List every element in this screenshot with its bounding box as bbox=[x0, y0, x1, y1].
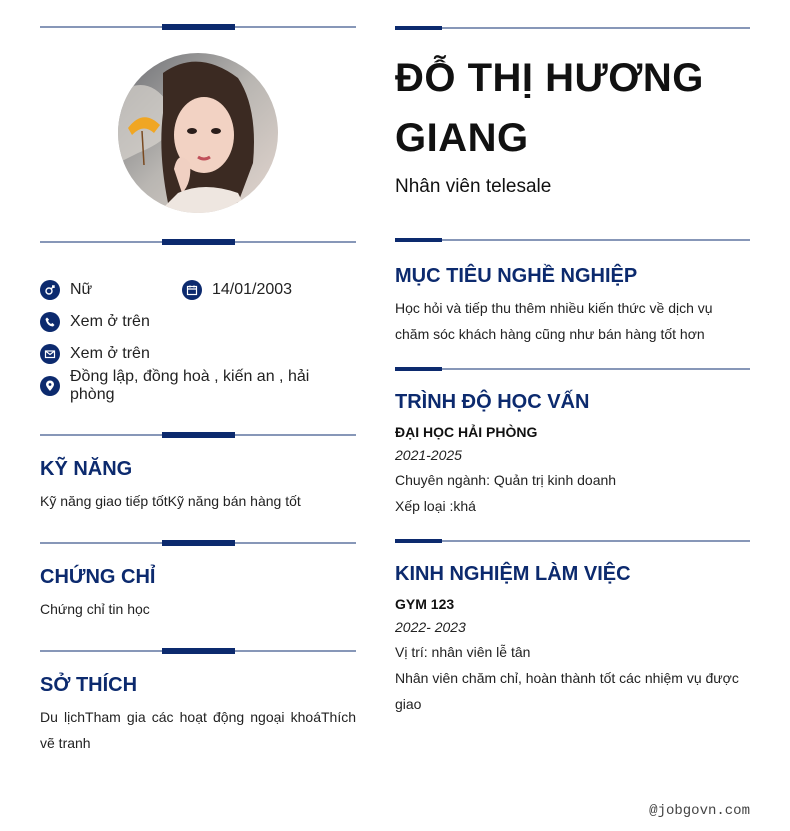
experience-title: KINH NGHIỆM LÀM VIỆC bbox=[395, 563, 631, 585]
address-row bbox=[40, 368, 356, 403]
skills-text: Kỹ năng giao tiếp tốtKỹ năng bán hàng tốt bbox=[40, 493, 301, 509]
divider bbox=[395, 539, 750, 543]
location-pin-icon bbox=[40, 376, 60, 396]
objective-title: MỤC TIÊU NGHỀ NGHIỆP bbox=[395, 265, 638, 287]
certificates-title: CHỨNG CHỈ bbox=[40, 566, 156, 588]
divider bbox=[40, 432, 356, 438]
full-name: ĐỖ THỊ HƯƠNG GIANG bbox=[395, 56, 704, 160]
avatar bbox=[118, 53, 278, 213]
divider bbox=[40, 540, 356, 546]
divider bbox=[40, 648, 356, 654]
education-major: Chuyên ngành: Quản trị kinh doanh bbox=[395, 472, 617, 488]
divider bbox=[395, 238, 750, 242]
education-period: 2021-2025 bbox=[395, 447, 462, 463]
job-title: Nhân viên telesale bbox=[395, 176, 552, 197]
education-title: TRÌNH ĐỘ HỌC VẤN bbox=[395, 391, 590, 413]
calendar-icon bbox=[182, 280, 202, 300]
email-value: Xem ở trên bbox=[70, 345, 150, 362]
email-row bbox=[40, 342, 150, 366]
education-grade: Xếp loại :khá bbox=[395, 498, 476, 514]
experience-description: Nhân viên chăm chỉ, hoàn thành tốt các nhiệm vụ được giao bbox=[395, 670, 739, 712]
experience-position: Vị trí: nhân viên lễ tân bbox=[395, 644, 531, 660]
gender-row bbox=[40, 278, 92, 302]
hobbies-title: SỞ THÍCH bbox=[40, 674, 138, 696]
hobbies-text: Du lịchTham gia các hoạt động ngoại khoáThích vẽ tranh bbox=[40, 709, 356, 751]
phone-value: Xem ở trên bbox=[70, 313, 150, 330]
mail-icon bbox=[40, 344, 60, 364]
education-school: ĐẠI HỌC HẢI PHÒNG bbox=[395, 424, 538, 440]
birthdate-row bbox=[182, 278, 292, 302]
phone-icon bbox=[40, 312, 60, 332]
divider bbox=[395, 26, 750, 30]
watermark: @jobgovn.com bbox=[649, 803, 750, 819]
gender-icon bbox=[40, 280, 60, 300]
experience-company: GYM 123 bbox=[395, 596, 455, 612]
birthdate-value: 14/01/2003 bbox=[212, 281, 293, 298]
divider bbox=[395, 367, 750, 371]
address-value: Đồng lập, đồng hoà , kiến an , hải phòng bbox=[70, 368, 310, 403]
divider bbox=[40, 239, 356, 245]
certificates-text: Chứng chỉ tin học bbox=[40, 601, 150, 617]
experience-period: 2022- 2023 bbox=[395, 619, 466, 635]
objective-text: Học hỏi và tiếp thu thêm nhiều kiến thức về dịch vụ chăm sóc khách hàng cũng như bán hàng tốt hơn bbox=[395, 300, 713, 342]
phone-row bbox=[40, 310, 150, 334]
divider bbox=[40, 24, 356, 30]
skills-title: KỸ NĂNG bbox=[40, 458, 133, 480]
gender-value: Nữ bbox=[70, 281, 93, 298]
